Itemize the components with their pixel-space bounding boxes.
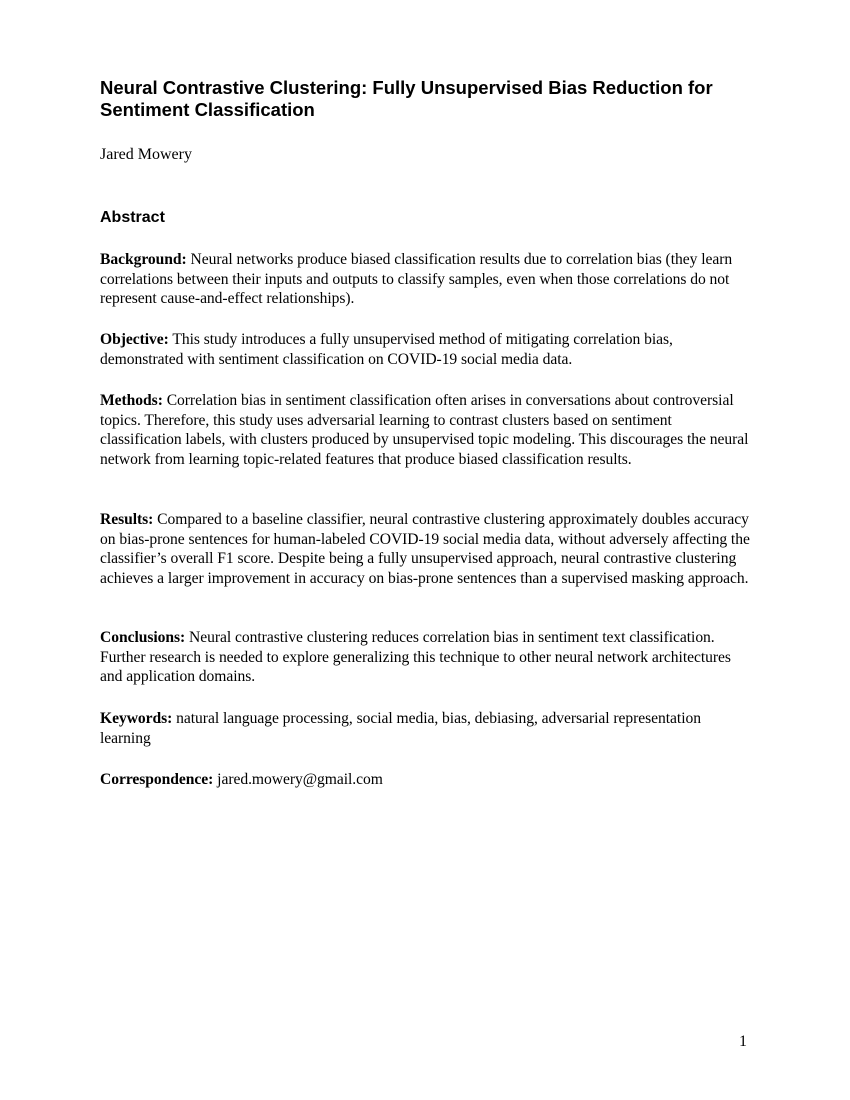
abstract-heading: Abstract xyxy=(100,209,165,226)
conclusions-label: Conclusions: xyxy=(100,629,186,646)
methods-label: Methods: xyxy=(100,392,163,409)
background-text: Neural networks produce biased classification results due to correlation bias (they learn correlations between their inputs and outputs to classify samples, even when those correlations do not represent cause-and-effect relationships). xyxy=(100,251,733,308)
abstract-objective xyxy=(100,330,755,369)
background-label: Background: xyxy=(100,251,187,268)
correspondence-email: jared.mowery@gmail.com xyxy=(213,771,383,788)
paper-title: Neural Contrastive Clustering: Fully Unsupervised Bias Reduction for Sentiment Classification xyxy=(100,77,713,120)
correspondence-label: Correspondence: xyxy=(100,771,214,788)
methods-text: Correlation bias in sentiment classification often arises in conversations about controversial topics. Therefore, this study uses adversarial learning to contrast clusters based on sentiment classification labels, with clusters produced by unsupervised topic modeling. This discourages the neural network from learning topic-related features that produce biased classification results. xyxy=(100,392,749,468)
author-name: Jared Mowery xyxy=(100,146,192,163)
conclusions-text: Neural contrastive clustering reduces correlation bias in sentiment text classification. Further research is needed to explore generalizing this technique to other neural network architectures and application domains. xyxy=(100,629,731,686)
abstract-conclusions xyxy=(100,628,755,687)
abstract-results xyxy=(100,510,755,588)
keywords xyxy=(100,709,755,748)
objective-text: This study introduces a fully unsupervised method of mitigating correlation bias, demonstrated with sentiment classification on COVID-19 social media data. xyxy=(100,331,673,368)
results-label: Results: xyxy=(100,511,154,528)
keywords-label: Keywords: xyxy=(100,710,173,727)
correspondence xyxy=(100,770,755,790)
page-number: 1 xyxy=(739,1033,747,1050)
abstract-methods xyxy=(100,391,755,469)
objective-label: Objective: xyxy=(100,331,169,348)
results-text: Compared to a baseline classifier, neural contrastive clustering approximately doubles accuracy on bias-prone sentences for human-labeled COVID-19 social media data, without adversely affecting the classifier’s overall F1 score. Despite being a fully unsupervised approach, neural contrastive clustering achieves a larger improvement in accuracy on bias-prone sentences than a supervised masking approach. xyxy=(100,511,750,587)
abstract-background xyxy=(100,250,755,309)
keywords-text: natural language processing, social media, bias, debiasing, adversarial representation learning xyxy=(100,710,701,747)
